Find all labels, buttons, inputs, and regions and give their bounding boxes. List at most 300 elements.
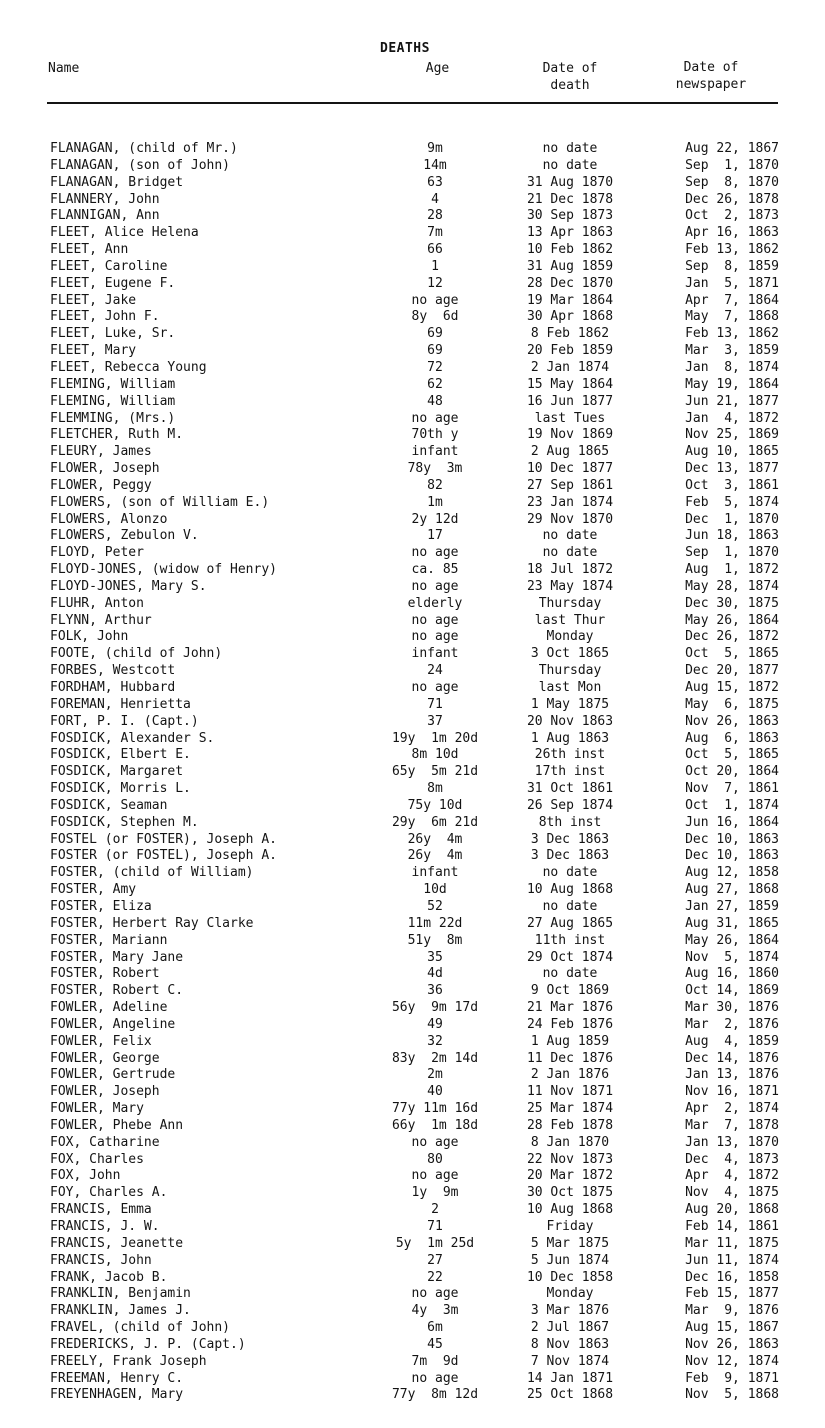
age-cell: no age xyxy=(411,629,459,645)
death-date-cell: 5 Jun 1874 xyxy=(530,1252,610,1268)
age-cell: infant xyxy=(411,444,459,460)
name-cell: FRANCIS, John xyxy=(50,1252,152,1268)
death-date-cell: 17th inst xyxy=(534,764,606,780)
name-cell: FLANNIGAN, Ann xyxy=(50,208,160,224)
table-row xyxy=(0,444,825,461)
newspaper-date-cell: Mar 2, 1876 xyxy=(685,1016,779,1032)
age-cell: 2m xyxy=(427,1067,443,1083)
newspaper-date-cell: Aug 4, 1859 xyxy=(685,1033,779,1049)
age-cell: 4y 3m xyxy=(411,1303,459,1319)
age-cell: 40 xyxy=(427,1084,443,1100)
newspaper-date-cell: Jan 13, 1876 xyxy=(685,1067,779,1083)
newspaper-date-cell: Mar 9, 1876 xyxy=(685,1303,779,1319)
death-date-cell: 14 Jan 1871 xyxy=(526,1370,614,1386)
death-date-cell: no date xyxy=(542,528,598,544)
newspaper-date-cell: Nov 12, 1874 xyxy=(685,1353,779,1369)
table-row xyxy=(0,1270,825,1287)
newspaper-date-cell: Nov 5, 1874 xyxy=(685,949,779,965)
age-cell: 51y 8m xyxy=(407,932,463,948)
age-cell: 83y 2m 14d xyxy=(391,1050,479,1066)
table-row xyxy=(0,343,825,360)
name-cell: FLEET, Jake xyxy=(50,292,137,308)
table-row xyxy=(0,646,825,663)
deaths-table xyxy=(0,141,825,1404)
table-row xyxy=(0,478,825,495)
name-cell: FORDHAM, Hubbard xyxy=(50,680,176,695)
age-cell: 1m xyxy=(427,494,443,510)
newspaper-date-cell: Aug 31, 1865 xyxy=(685,915,779,931)
name-cell: FOWLER, George xyxy=(50,1050,160,1066)
name-cell: FLEET, Mary xyxy=(50,343,137,359)
table-row xyxy=(0,394,825,411)
death-date-cell: 29 Nov 1870 xyxy=(526,511,614,527)
death-date-cell: no date xyxy=(542,157,598,173)
name-cell: FOSTEL (or FOSTER), Joseph A. xyxy=(50,831,277,847)
table-row xyxy=(0,1387,825,1404)
newspaper-date-cell: Nov 26, 1863 xyxy=(685,1336,779,1352)
age-cell: 24 xyxy=(427,663,443,679)
newspaper-date-cell: Jun 11, 1874 xyxy=(685,1252,779,1268)
death-date-cell: 10 Aug 1868 xyxy=(526,1202,614,1218)
name-cell: FREYENHAGEN, Mary xyxy=(50,1387,184,1403)
age-cell: 4d xyxy=(427,966,443,982)
table-row xyxy=(0,714,825,731)
death-date-cell: 9 Oct 1869 xyxy=(530,983,610,999)
table-row xyxy=(0,798,825,815)
table-row xyxy=(0,1286,825,1303)
age-cell: ca. 85 xyxy=(411,562,459,578)
age-cell: 26y 4m xyxy=(407,831,463,847)
newspaper-date-cell: Mar 3, 1859 xyxy=(685,343,779,359)
age-cell: no age xyxy=(411,292,459,308)
age-cell: 69 xyxy=(427,326,443,342)
newspaper-date-cell: Aug 27, 1868 xyxy=(685,882,779,898)
table-row xyxy=(0,680,825,697)
death-date-cell: 27 Sep 1861 xyxy=(526,477,614,493)
death-date-cell: Thursday xyxy=(538,663,602,679)
death-date-cell: 19 Mar 1864 xyxy=(526,292,614,308)
death-date-cell: 1 Aug 1859 xyxy=(530,1033,610,1049)
name-cell: FRANKLIN, Benjamin xyxy=(50,1286,191,1302)
name-cell: FRANK, Jacob B. xyxy=(50,1269,168,1285)
name-cell: FOSTER (or FOSTEL), Joseph A. xyxy=(50,848,277,864)
newspaper-date-cell: Mar 30, 1876 xyxy=(685,1000,779,1016)
table-row xyxy=(0,276,825,293)
newspaper-date-cell: Dec 13, 1877 xyxy=(685,461,779,477)
death-date-cell: 21 Dec 1878 xyxy=(526,191,614,207)
death-date-cell: 3 Mar 1876 xyxy=(530,1303,610,1319)
name-cell: FLOWERS, Zebulon V. xyxy=(50,528,199,544)
death-date-cell: 20 Feb 1859 xyxy=(526,343,614,359)
death-date-cell: 25 Oct 1868 xyxy=(526,1387,614,1403)
age-cell: elderly xyxy=(407,595,463,611)
name-cell: FLEET, Rebecca Young xyxy=(50,359,207,375)
death-date-cell: last Mon xyxy=(538,680,602,695)
age-cell: 71 xyxy=(427,696,443,712)
table-row xyxy=(0,579,825,596)
newspaper-date-cell: Aug 22, 1867 xyxy=(685,141,779,156)
name-cell: FOWLER, Phebe Ann xyxy=(50,1117,184,1133)
newspaper-date-cell: Feb 13, 1862 xyxy=(685,326,779,342)
table-row xyxy=(0,882,825,899)
age-cell: 69 xyxy=(427,343,443,359)
age-cell: 11m 22d xyxy=(407,915,463,931)
death-date-cell: 10 Aug 1868 xyxy=(526,882,614,898)
name-cell: FOWLER, Felix xyxy=(50,1033,152,1049)
table-row xyxy=(0,545,825,562)
name-cell: FORT, P. I. (Capt.) xyxy=(50,713,199,729)
name-cell: FOOTE, (child of John) xyxy=(50,646,223,662)
name-cell: FOWLER, Angeline xyxy=(50,1016,176,1032)
age-cell: 32 xyxy=(427,1033,443,1049)
newspaper-date-cell: Jan 27, 1859 xyxy=(685,898,779,914)
table-row xyxy=(0,175,825,192)
death-date-cell: 31 Aug 1870 xyxy=(526,174,614,190)
table-row xyxy=(0,983,825,1000)
death-date-cell: 10 Feb 1862 xyxy=(526,242,614,258)
newspaper-date-cell: Apr 2, 1874 xyxy=(685,1101,779,1117)
newspaper-date-cell: Apr 16, 1863 xyxy=(685,225,779,241)
age-cell: 12 xyxy=(427,275,443,291)
age-cell: 77y 8m 12d xyxy=(391,1387,479,1403)
age-cell: no age xyxy=(411,1168,459,1184)
name-cell: FRANCIS, Emma xyxy=(50,1202,152,1218)
newspaper-date-cell: Jan 5, 1871 xyxy=(685,275,779,291)
newspaper-date-cell: May 26, 1864 xyxy=(685,932,779,948)
newspaper-date-cell: Sep 8, 1859 xyxy=(685,258,779,274)
name-cell: FLOYD-JONES, Mary S. xyxy=(50,578,207,594)
name-cell: FLEET, John F. xyxy=(50,309,160,325)
table-row xyxy=(0,326,825,343)
death-date-cell: 15 May 1864 xyxy=(526,376,614,392)
column-header-name: Name xyxy=(48,61,80,76)
table-row xyxy=(0,495,825,512)
age-cell: 1 xyxy=(431,258,439,274)
name-cell: FLOWER, Peggy xyxy=(50,477,152,493)
age-cell: no age xyxy=(411,1370,459,1386)
table-row xyxy=(0,950,825,967)
age-cell: 5y 1m 25d xyxy=(395,1235,475,1251)
age-cell: 2 xyxy=(431,1202,439,1218)
table-row xyxy=(0,1034,825,1051)
death-date-cell: 30 Apr 1868 xyxy=(526,309,614,325)
age-cell: 66y 1m 18d xyxy=(391,1117,479,1133)
age-cell: 17 xyxy=(427,528,443,544)
newspaper-date-cell: Nov 26, 1863 xyxy=(685,713,779,729)
table-row xyxy=(0,613,825,630)
newspaper-date-cell: Dec 26, 1872 xyxy=(685,629,779,645)
death-date-cell: 2 Jan 1876 xyxy=(530,1067,610,1083)
newspaper-date-cell: Aug 15, 1867 xyxy=(685,1320,779,1336)
death-date-cell: 25 Mar 1874 xyxy=(526,1101,614,1117)
name-cell: FOSDICK, Margaret xyxy=(50,764,184,780)
newspaper-date-cell: Aug 20, 1868 xyxy=(685,1202,779,1218)
table-row xyxy=(0,1236,825,1253)
newspaper-date-cell: Feb 9, 1871 xyxy=(685,1370,779,1386)
age-cell: 80 xyxy=(427,1151,443,1167)
table-row xyxy=(0,781,825,798)
name-cell: FLETCHER, Ruth M. xyxy=(50,427,184,443)
table-row xyxy=(0,1051,825,1068)
age-cell: 48 xyxy=(427,393,443,409)
newspaper-date-cell: Feb 15, 1877 xyxy=(685,1286,779,1302)
death-date-cell: 3 Oct 1865 xyxy=(530,646,610,662)
name-cell: FOSTER, Robert C. xyxy=(50,983,184,999)
table-row xyxy=(0,1371,825,1388)
newspaper-date-cell: Jan 8, 1874 xyxy=(685,359,779,375)
table-row xyxy=(0,141,825,158)
age-cell: 7m 9d xyxy=(411,1353,459,1369)
age-cell: 36 xyxy=(427,983,443,999)
name-cell: FRANCIS, J. W. xyxy=(50,1219,160,1234)
name-cell: FLEET, Caroline xyxy=(50,258,168,274)
death-date-cell: 28 Feb 1878 xyxy=(526,1117,614,1133)
death-date-cell: 31 Oct 1861 xyxy=(526,781,614,797)
death-date-cell: 8 Feb 1862 xyxy=(530,326,610,342)
death-date-cell: 2 Aug 1865 xyxy=(530,444,610,460)
death-date-cell: 1 May 1875 xyxy=(530,696,610,712)
name-cell: FREEMAN, Henry C. xyxy=(50,1370,184,1386)
table-row xyxy=(0,815,825,832)
name-cell: FLEURY, James xyxy=(50,444,152,460)
newspaper-date-cell: Jan 13, 1870 xyxy=(685,1134,779,1150)
name-cell: FOSTER, Amy xyxy=(50,882,137,898)
newspaper-date-cell: Oct 2, 1873 xyxy=(685,208,779,224)
table-row xyxy=(0,461,825,478)
name-cell: FOSTER, Eliza xyxy=(50,898,152,914)
death-date-cell: no date xyxy=(542,545,598,561)
death-date-cell: 7 Nov 1874 xyxy=(530,1353,610,1369)
death-date-cell: 23 Jan 1874 xyxy=(526,494,614,510)
name-cell: FLANNERY, John xyxy=(50,191,160,207)
table-row xyxy=(0,1101,825,1118)
death-date-cell: no date xyxy=(542,141,598,156)
newspaper-date-cell: Aug 10, 1865 xyxy=(685,444,779,460)
death-date-cell: 11 Dec 1876 xyxy=(526,1050,614,1066)
death-date-cell: 26 Sep 1874 xyxy=(526,797,614,813)
newspaper-date-cell: Dec 4, 1873 xyxy=(685,1151,779,1167)
name-cell: FOWLER, Mary xyxy=(50,1101,144,1117)
table-row xyxy=(0,1168,825,1185)
table-row xyxy=(0,832,825,849)
newspaper-date-cell: Oct 1, 1874 xyxy=(685,797,779,813)
table-row xyxy=(0,1219,825,1236)
newspaper-date-cell: Dec 20, 1877 xyxy=(685,663,779,679)
death-date-cell: 8th inst xyxy=(538,814,602,830)
name-cell: FOX, Charles xyxy=(50,1151,144,1167)
name-cell: FRANCIS, Jeanette xyxy=(50,1235,184,1251)
age-cell: 7m xyxy=(427,225,443,241)
column-header-date-of-newspaper: Date of newspaper xyxy=(675,60,747,92)
column-header-age: Age xyxy=(425,61,450,76)
table-row xyxy=(0,865,825,882)
table-row xyxy=(0,933,825,950)
age-cell: infant xyxy=(411,646,459,662)
age-cell: no age xyxy=(411,1134,459,1150)
death-date-cell: 3 Dec 1863 xyxy=(530,831,610,847)
death-date-cell: 28 Dec 1870 xyxy=(526,275,614,291)
age-cell: 14m xyxy=(423,157,447,173)
newspaper-date-cell: Mar 7, 1878 xyxy=(685,1117,779,1133)
table-row xyxy=(0,427,825,444)
name-cell: FRANKLIN, James J. xyxy=(50,1303,191,1319)
age-cell: 77y 11m 16d xyxy=(391,1101,479,1117)
death-date-cell: 10 Dec 1858 xyxy=(526,1269,614,1285)
age-cell: 49 xyxy=(427,1016,443,1032)
name-cell: FLOYD, Peter xyxy=(50,545,144,561)
name-cell: FLANAGAN, (child of Mr.) xyxy=(50,141,238,156)
name-cell: FLUHR, Anton xyxy=(50,595,144,611)
death-date-cell: 2 Jul 1867 xyxy=(530,1320,610,1336)
table-row xyxy=(0,1067,825,1084)
name-cell: FLEET, Ann xyxy=(50,242,129,258)
name-cell: FOWLER, Gertrude xyxy=(50,1067,176,1083)
name-cell: FLOWERS, Alonzo xyxy=(50,511,168,527)
name-cell: FLOYD-JONES, (widow of Henry) xyxy=(50,562,277,578)
age-cell: 27 xyxy=(427,1252,443,1268)
column-header-date-of-death: Date of death xyxy=(542,61,598,93)
death-date-cell: 26th inst xyxy=(534,747,606,763)
age-cell: 82 xyxy=(427,477,443,493)
newspaper-date-cell: Jan 4, 1872 xyxy=(685,410,779,426)
newspaper-date-cell: Nov 4, 1875 xyxy=(685,1185,779,1201)
death-date-cell: 21 Mar 1876 xyxy=(526,1000,614,1016)
name-cell: FOSDICK, Stephen M. xyxy=(50,814,199,830)
age-cell: 65y 5m 21d xyxy=(391,764,479,780)
name-cell: FOSDICK, Alexander S. xyxy=(50,730,215,746)
age-cell: 8y 6d xyxy=(411,309,459,325)
age-cell: 26y 4m xyxy=(407,848,463,864)
death-date-cell: 30 Oct 1875 xyxy=(526,1185,614,1201)
name-cell: FLEET, Luke, Sr. xyxy=(50,326,176,342)
newspaper-date-cell: Oct 5, 1865 xyxy=(685,747,779,763)
name-cell: FLOWER, Joseph xyxy=(50,461,160,477)
newspaper-date-cell: Oct 20, 1864 xyxy=(685,764,779,780)
death-date-cell: no date xyxy=(542,865,598,881)
name-cell: FLANAGAN, Bridget xyxy=(50,174,184,190)
table-row xyxy=(0,259,825,276)
newspaper-date-cell: Oct 14, 1869 xyxy=(685,983,779,999)
table-row xyxy=(0,1135,825,1152)
table-row xyxy=(0,512,825,529)
newspaper-date-cell: May 7, 1868 xyxy=(685,309,779,325)
newspaper-date-cell: Feb 5, 1874 xyxy=(685,494,779,510)
table-row xyxy=(0,208,825,225)
name-cell: FRAVEL, (child of John) xyxy=(50,1320,231,1336)
death-date-cell: 23 May 1874 xyxy=(526,578,614,594)
table-row xyxy=(0,747,825,764)
name-cell: FOSDICK, Seaman xyxy=(50,797,168,813)
newspaper-date-cell: Jun 16, 1864 xyxy=(685,814,779,830)
death-date-cell: 30 Sep 1873 xyxy=(526,208,614,224)
name-cell: FOX, Catharine xyxy=(50,1134,160,1150)
death-date-cell: 29 Oct 1874 xyxy=(526,949,614,965)
table-row xyxy=(0,377,825,394)
age-cell: 72 xyxy=(427,359,443,375)
death-date-cell: Thursday xyxy=(538,595,602,611)
name-cell: FLEMING, William xyxy=(50,376,176,392)
death-date-cell: Friday xyxy=(546,1219,594,1234)
name-cell: FLOWERS, (son of William E.) xyxy=(50,494,270,510)
name-cell: FREELY, Frank Joseph xyxy=(50,1353,207,1369)
newspaper-date-cell: Sep 8, 1870 xyxy=(685,174,779,190)
age-cell: 19y 1m 20d xyxy=(391,730,479,746)
name-cell: FOX, John xyxy=(50,1168,121,1184)
name-cell: FLANAGAN, (son of John) xyxy=(50,157,231,173)
death-date-cell: 8 Nov 1863 xyxy=(530,1336,610,1352)
name-cell: FOSDICK, Morris L. xyxy=(50,781,191,797)
name-cell: FLEMMING, (Mrs.) xyxy=(50,410,176,426)
newspaper-date-cell: Dec 10, 1863 xyxy=(685,831,779,847)
name-cell: FOSTER, Mary Jane xyxy=(50,949,184,965)
name-cell: FOSDICK, Elbert E. xyxy=(50,747,191,763)
death-date-cell: 20 Mar 1872 xyxy=(526,1168,614,1184)
table-row xyxy=(0,663,825,680)
age-cell: no age xyxy=(411,612,459,628)
name-cell: FORBES, Westcott xyxy=(50,663,176,679)
death-date-cell: 18 Jul 1872 xyxy=(526,562,614,578)
name-cell: FLEET, Alice Helena xyxy=(50,225,199,241)
table-row xyxy=(0,899,825,916)
newspaper-date-cell: Nov 25, 1869 xyxy=(685,427,779,443)
table-row xyxy=(0,966,825,983)
table-row xyxy=(0,848,825,865)
header-divider xyxy=(47,102,778,104)
age-cell: 28 xyxy=(427,208,443,224)
table-row xyxy=(0,1000,825,1017)
newspaper-date-cell: Aug 15, 1872 xyxy=(685,680,779,695)
table-row xyxy=(0,629,825,646)
table-row xyxy=(0,192,825,209)
table-row xyxy=(0,158,825,175)
newspaper-date-cell: Feb 14, 1861 xyxy=(685,1219,779,1234)
age-cell: 9m xyxy=(427,141,443,156)
table-row xyxy=(0,764,825,781)
age-cell: 8m 10d xyxy=(411,747,459,763)
age-cell: 78y 3m xyxy=(407,461,463,477)
newspaper-date-cell: May 26, 1864 xyxy=(685,612,779,628)
name-cell: FOY, Charles A. xyxy=(50,1185,168,1201)
death-date-cell: 5 Mar 1875 xyxy=(530,1235,610,1251)
death-date-cell: 13 Apr 1863 xyxy=(526,225,614,241)
table-row xyxy=(0,1320,825,1337)
newspaper-date-cell: Dec 10, 1863 xyxy=(685,848,779,864)
age-cell: 63 xyxy=(427,174,443,190)
table-row xyxy=(0,1253,825,1270)
newspaper-date-cell: Oct 5, 1865 xyxy=(685,646,779,662)
death-date-cell: 20 Nov 1863 xyxy=(526,713,614,729)
newspaper-date-cell: May 19, 1864 xyxy=(685,376,779,392)
table-row xyxy=(0,1185,825,1202)
age-cell: 1y 9m xyxy=(411,1185,459,1201)
newspaper-date-cell: Nov 5, 1868 xyxy=(685,1387,779,1403)
age-cell: 4 xyxy=(431,191,439,207)
death-date-cell: 10 Dec 1877 xyxy=(526,461,614,477)
newspaper-date-cell: Nov 16, 1871 xyxy=(685,1084,779,1100)
age-cell: 66 xyxy=(427,242,443,258)
age-cell: 29y 6m 21d xyxy=(391,814,479,830)
death-date-cell: last Thur xyxy=(534,612,606,628)
name-cell: FOWLER, Adeline xyxy=(50,1000,168,1016)
newspaper-date-cell: Dec 16, 1858 xyxy=(685,1269,779,1285)
table-row xyxy=(0,1337,825,1354)
name-cell: FREDERICKS, J. P. (Capt.) xyxy=(50,1336,246,1352)
age-cell: 22 xyxy=(427,1269,443,1285)
newspaper-date-cell: Aug 16, 1860 xyxy=(685,966,779,982)
age-cell: 62 xyxy=(427,376,443,392)
age-cell: 70th y xyxy=(411,427,459,443)
age-cell: 37 xyxy=(427,713,443,729)
